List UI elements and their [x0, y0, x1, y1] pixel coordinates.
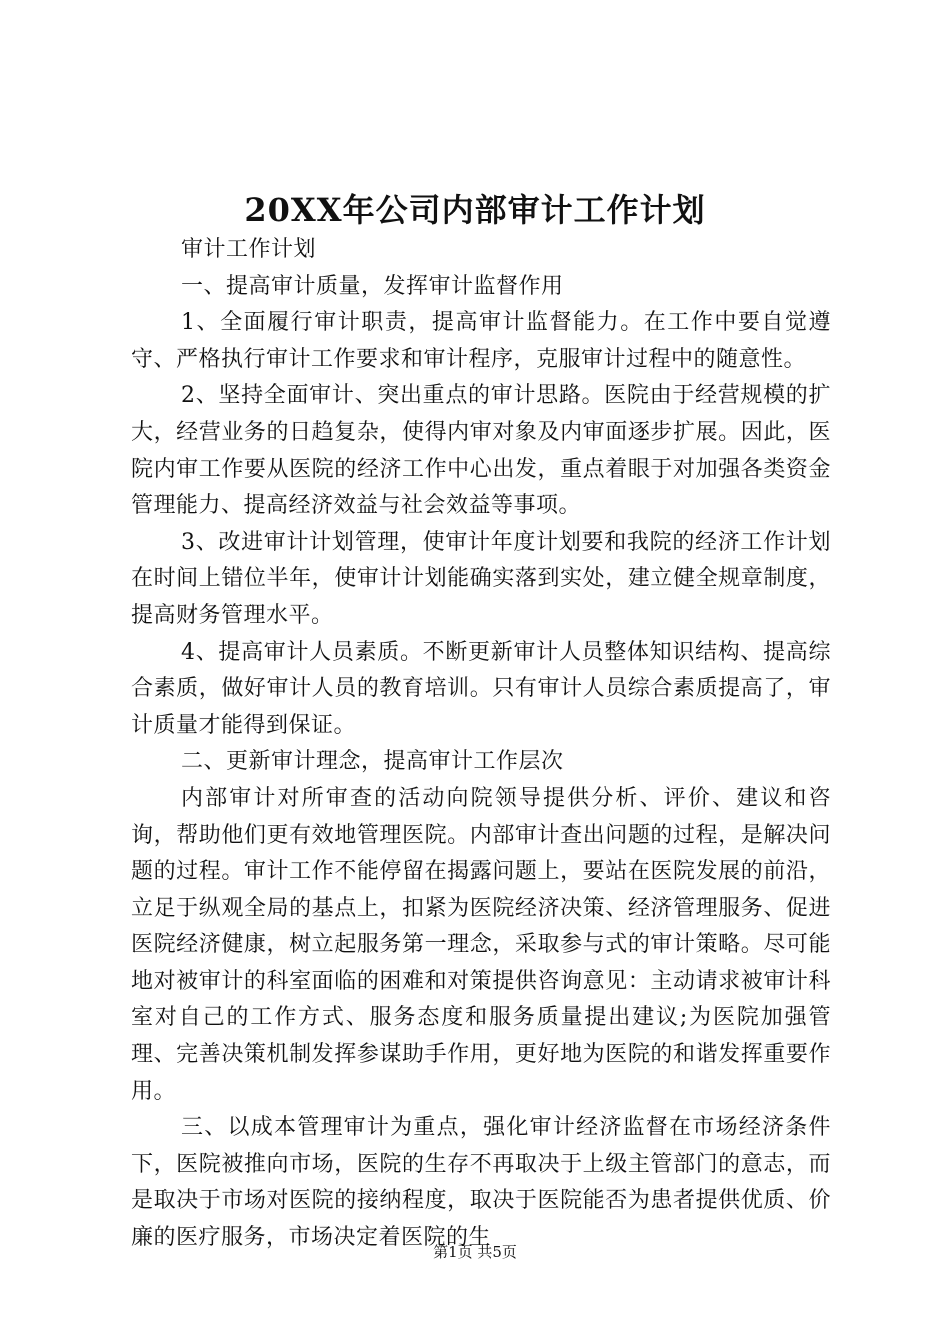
paragraph-item-1: 1、全面履行审计职责，提高审计监督能力。在工作中要自觉遵守、严格执行审计工作要求和审计程序，克服审计过程中的随意性。: [131, 310, 831, 372]
page-number-footer: 第1页 共5页: [433, 1243, 517, 1261]
paragraph-heading-2: 二、更新审计理念，提高审计工作层次: [181, 749, 564, 775]
document-body: [131, 232, 831, 1257]
document-title: 20XX年公司内部审计工作计划: [244, 191, 706, 229]
paragraph-item-3: 3、改进审计计划管理，使审计年度计划要和我院的经济工作计划在时间上错位半年，使审计计划能确实落到实处，建立健全规章制度，提高财务管理水平。: [131, 529, 831, 628]
paragraph-item-4: 4、提高审计人员素质。不断更新审计人员整体知识结构、提高综合素质，做好审计人员的教育培训。只有审计人员综合素质提高了，审计质量才能得到保证。: [131, 639, 831, 738]
paragraph-heading-3: 三、以成本管理审计为重点，强化审计经济监督在市场经济条件下，医院被推向市场，医院的生存不再取决于上级主管部门的意志，而是取决于市场对医院的接纳程度，取决于医院能否为患者提供优质、价廉的医疗服务，市场决定着医院的生: [131, 1115, 831, 1251]
paragraph-section-label: 审计工作计划: [181, 237, 317, 262]
paragraph-body-2: 内部审计对所审查的活动向院领导提供分析、评价、建议和咨询，帮助他们更有效地管理医院。内部审计查出问题的过程，是解决问题的过程。审计工作不能停留在揭露问题上，要站在医院发展的前沿，立足于纵观全局的基点上，扣紧为医院经济决策、经济管理服务、促进医院经济健康，树立起服务第一理念，采取参与式的审计策略。尽可能地对被审计的科室面临的困难和对策提供咨询意见：主动请求被审计科室对自己的工作方式、服务态度和服务质量提出建议;为医院加强管理、完善决策机制发挥参谋助手作用，更好地为医院的和谐发挥重要作用。: [131, 785, 831, 1104]
paragraph-heading-1: 一、提高审计质量，发挥审计监督作用: [181, 273, 564, 299]
paragraph-item-2: 2、坚持全面审计、突出重点的审计思路。医院由于经营规模的扩大，经营业务的日趋复杂，使得内审对象及内审面逐步扩展。因此，医院内审工作要从医院的经济工作中心出发，重点着眼于对加强各类资金管理能力、提高经济效益与社会效益等事项。: [131, 383, 831, 519]
